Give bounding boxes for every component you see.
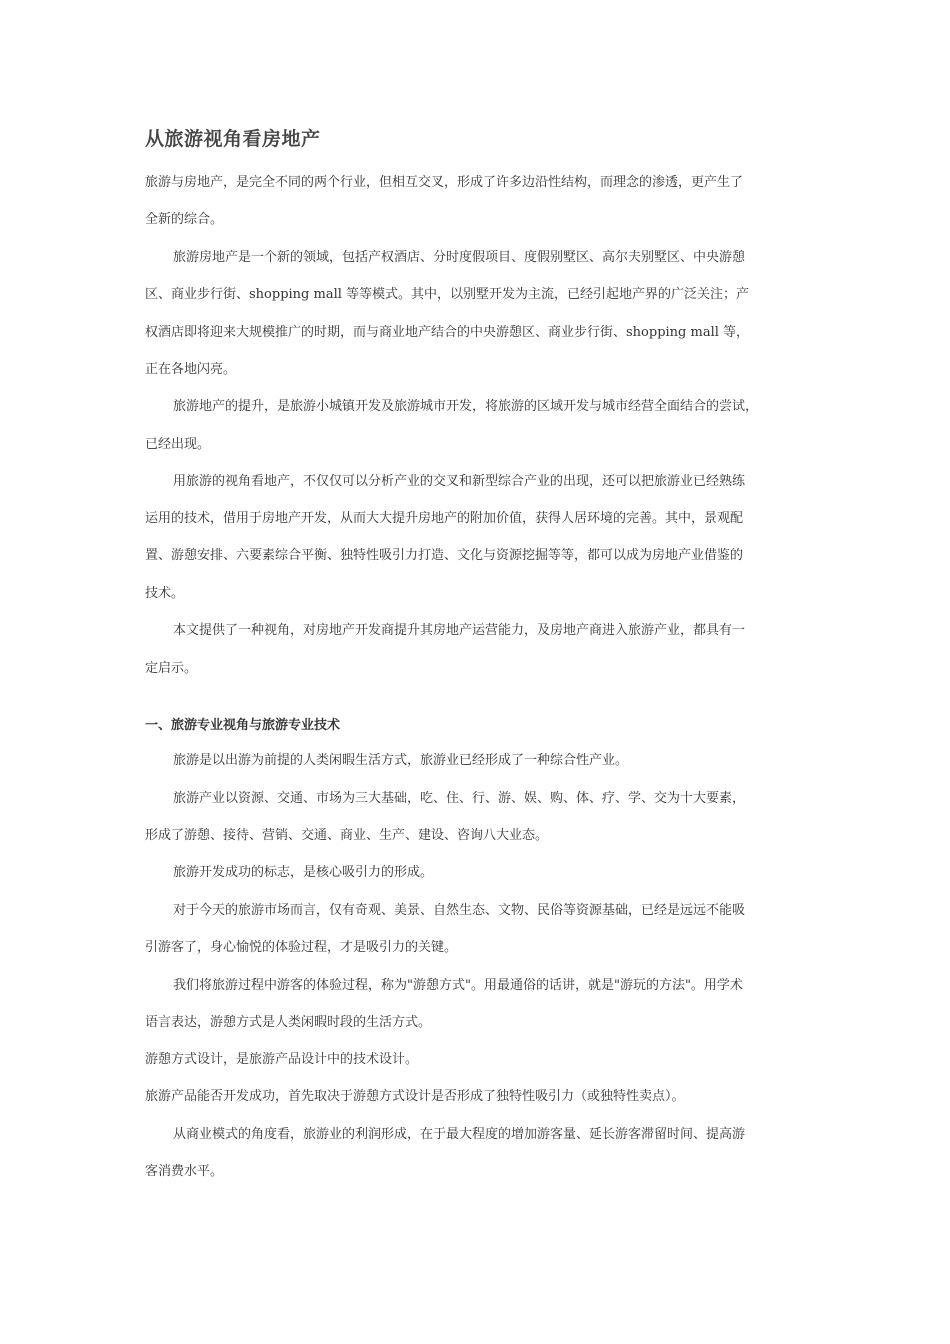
paragraph-line: 客消费水平。 [145, 1164, 224, 1179]
paragraph-line: 运用的技术，借用于房地产开发，从而大大提升房地产的附加价值，获得人居环境的完善。其中，景观配 [145, 511, 744, 526]
section-heading: 一、旅游专业视角与旅游专业技术 [145, 718, 341, 733]
paragraph-line: 旅游产业以资源、交通、市场为三大基础，吃、住、行、游、娱、购、体、疗、学、交为十大要素， [173, 791, 746, 806]
paragraph-line: 游憩方式设计，是旅游产品设计中的技术设计。 [145, 1052, 419, 1067]
paragraph-line: 从商业模式的角度看，旅游业的利润形成，在于最大程度的增加游客量、延长游客滞留时间、提高游 [173, 1127, 746, 1142]
paragraph-line: 旅游开发成功的标志，是核心吸引力的形成。 [173, 865, 434, 880]
article-title: 从旅游视角看房地产 [145, 128, 321, 150]
paragraph-line: 语言表达，游憩方式是人类闲暇时段的生活方式。 [145, 1015, 432, 1030]
paragraph-line: 全新的综合。 [145, 212, 224, 227]
paragraph-line: 形成了游憩、接待、营销、交通、商业、生产、建设、咨询八大业态。 [145, 828, 549, 843]
paragraph-line: 旅游与房地产，是完全不同的两个行业，但相互交叉，形成了许多边沿性结构，而理念的渗透，更产生了 [145, 175, 744, 190]
paragraph-line: 旅游房地产是一个新的领域，包括产权酒店、分时度假项目、度假别墅区、高尔夫别墅区、中央游憩 [173, 250, 746, 265]
paragraph-line: 已经出现。 [145, 437, 211, 452]
paragraph-line: 权酒店即将迎来大规模推广的时期，而与商业地产结合的中央游憩区、商业步行街、shopping mall 等， [145, 325, 750, 340]
paragraph-line: 用旅游的视角看地产，不仅仅可以分析产业的交叉和新型综合产业的出现，还可以把旅游业已经熟练 [173, 474, 746, 489]
paragraph-line: 技术。 [145, 586, 185, 601]
paragraph-line: 正在各地闪亮。 [145, 362, 237, 377]
paragraph-line: 定启示。 [145, 661, 198, 676]
paragraph-line: 我们将旅游过程中游客的体验过程，称为"游憩方式"。用最通俗的话讲，就是"游玩的方法"。用学术 [173, 978, 743, 993]
paragraph-line: 旅游产品能否开发成功，首先取决于游憩方式设计是否形成了独特性吸引力（或独特性卖点）。 [145, 1089, 685, 1104]
paragraph-line: 旅游是以出游为前提的人类闲暇生活方式，旅游业已经形成了一种综合性产业。 [173, 753, 629, 768]
paragraph-line: 区、商业步行街、shopping mall 等等模式。其中，以别墅开发为主流，已经引起地产界的广泛关注；产 [145, 287, 750, 302]
paragraph-line: 置、游憩安排、六要素综合平衡、独特性吸引力打造、文化与资源挖掘等等，都可以成为房地产业借鉴的 [145, 548, 744, 563]
paragraph-line: 旅游地产的提升，是旅游小城镇开发及旅游城市开发，将旅游的区域开发与城市经营全面结合的尝试， [173, 399, 759, 414]
paragraph-line: 引游客了，身心愉悦的体验过程，才是吸引力的关键。 [145, 940, 458, 955]
paragraph-line: 本文提供了一种视角，对房地产开发商提升其房地产运营能力，及房地产商进入旅游产业，都具有一 [173, 623, 746, 638]
paragraph-line: 对于今天的旅游市场而言，仅有奇观、美景、自然生态、文物、民俗等资源基础，已经是远远不能吸 [173, 903, 746, 918]
